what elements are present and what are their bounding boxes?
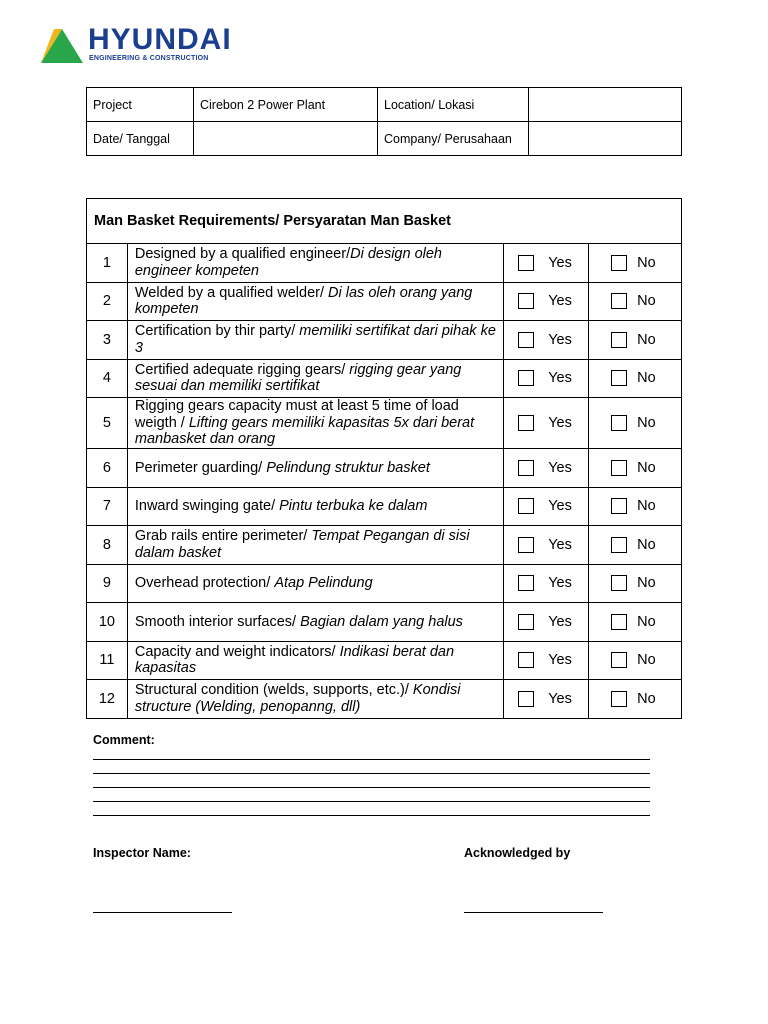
yes-label: Yes xyxy=(548,254,572,271)
requirement-row xyxy=(87,449,682,488)
yes-option[interactable] xyxy=(504,398,589,449)
requirement-row xyxy=(87,398,682,449)
requirement-text-id: Indikasi berat dan kapasitas xyxy=(134,643,455,677)
yes-label: Yes xyxy=(548,415,572,431)
yes-label: Yes xyxy=(548,331,572,348)
no-label: No xyxy=(637,652,656,669)
no-label: No xyxy=(637,370,656,387)
comment-line[interactable] xyxy=(93,815,650,816)
requirement-row xyxy=(87,244,682,283)
yes-label: Yes xyxy=(548,690,572,707)
no-label: No xyxy=(637,690,656,707)
no-label: No xyxy=(637,415,656,431)
no-label: No xyxy=(637,536,656,553)
yes-option[interactable] xyxy=(504,321,589,360)
yes-checkbox[interactable] xyxy=(518,255,534,271)
requirement-text-en: Inward swinging gate/ xyxy=(134,498,280,514)
yes-checkbox[interactable] xyxy=(518,537,534,553)
no-option[interactable] xyxy=(589,282,682,321)
requirement-row xyxy=(87,641,682,680)
yes-checkbox[interactable] xyxy=(518,332,534,348)
yes-option[interactable] xyxy=(504,641,589,680)
yes-label: Yes xyxy=(548,575,572,592)
requirement-row xyxy=(87,680,682,719)
no-checkbox[interactable] xyxy=(611,498,627,514)
no-checkbox[interactable] xyxy=(611,575,627,591)
requirement-number: 11 xyxy=(87,641,128,680)
requirement-text-en: Rigging gears capacity must at least 5 time of load weigth / xyxy=(134,398,459,431)
requirement-text-id: Tempat Pegangan di sisi dalam basket xyxy=(134,528,470,561)
requirement-text xyxy=(127,487,503,526)
requirement-text-id: Di design oleh engineer kompeten xyxy=(134,246,442,279)
requirement-text-en: Smooth interior surfaces/ xyxy=(134,613,301,630)
hyundai-logo xyxy=(40,23,240,66)
date-value[interactable] xyxy=(194,122,378,156)
comment-line[interactable] xyxy=(93,759,650,760)
inspector-signature-line[interactable] xyxy=(93,912,232,913)
no-label: No xyxy=(637,293,656,310)
no-option[interactable] xyxy=(589,680,682,719)
yes-option[interactable] xyxy=(504,244,589,283)
requirement-text xyxy=(127,359,503,398)
requirement-text xyxy=(127,282,503,321)
requirement-text xyxy=(127,641,503,680)
yes-label: Yes xyxy=(548,498,572,515)
requirements-table xyxy=(86,198,682,719)
yes-option[interactable] xyxy=(504,526,589,565)
requirement-number: 9 xyxy=(87,564,128,603)
project-value[interactable]: Cirebon 2 Power Plant xyxy=(194,88,378,122)
yes-checkbox[interactable] xyxy=(518,370,534,386)
no-option[interactable] xyxy=(589,641,682,680)
requirement-row xyxy=(87,526,682,565)
yes-label: Yes xyxy=(548,370,572,387)
requirement-text-en: Welded by a qualified welder/ xyxy=(134,284,329,301)
requirement-text-en: Grab rails entire perimeter/ xyxy=(134,528,312,545)
requirement-row xyxy=(87,603,682,642)
requirement-text-id: Bagian dalam yang halus xyxy=(300,613,463,630)
requirement-text-id: Atap Pelindung xyxy=(274,575,373,591)
no-checkbox[interactable] xyxy=(611,614,627,630)
requirement-text-en: Certified adequate rigging gears/ xyxy=(134,361,350,378)
requirement-row xyxy=(87,359,682,398)
no-option[interactable] xyxy=(589,487,682,526)
no-checkbox[interactable] xyxy=(611,537,627,553)
requirement-text-id: rigging gear yang sesuai dan memiliki sertifikat xyxy=(134,361,462,395)
requirement-text xyxy=(127,526,503,565)
yes-label: Yes xyxy=(548,613,572,630)
requirements-heading: Man Basket Requirements/ Persyaratan Man Basket xyxy=(87,199,682,244)
comment-line[interactable] xyxy=(93,773,650,774)
yes-option[interactable] xyxy=(504,487,589,526)
no-option[interactable] xyxy=(589,244,682,283)
no-option[interactable] xyxy=(589,449,682,488)
yes-checkbox[interactable] xyxy=(518,575,534,591)
yes-checkbox[interactable] xyxy=(518,460,534,476)
yes-label: Yes xyxy=(548,459,572,476)
requirement-number: 5 xyxy=(87,398,128,449)
yes-option[interactable] xyxy=(504,282,589,321)
no-label: No xyxy=(637,498,656,515)
yes-option[interactable] xyxy=(504,359,589,398)
requirement-text xyxy=(127,449,503,488)
requirement-text-id: Pintu terbuka ke dalam xyxy=(279,498,428,514)
no-label: No xyxy=(637,254,656,271)
yes-checkbox[interactable] xyxy=(518,415,534,431)
requirement-row xyxy=(87,564,682,603)
no-label: No xyxy=(637,331,656,348)
comment-label: Comment: xyxy=(93,733,155,747)
requirement-number: 1 xyxy=(87,244,128,283)
yes-checkbox[interactable] xyxy=(518,498,534,514)
requirement-row xyxy=(87,487,682,526)
date-label: Date/ Tanggal xyxy=(87,122,194,156)
requirement-number: 12 xyxy=(87,680,128,719)
requirement-row xyxy=(87,282,682,321)
requirement-number: 8 xyxy=(87,526,128,565)
logo-brand: HYUNDAI xyxy=(88,23,232,56)
no-option[interactable] xyxy=(589,321,682,360)
requirement-number: 4 xyxy=(87,359,128,398)
requirement-text xyxy=(127,398,503,449)
requirement-number: 10 xyxy=(87,603,128,642)
project-info-table xyxy=(86,87,682,156)
yes-option[interactable] xyxy=(504,564,589,603)
requirement-text-id: Lifting gears memiliki kapasitas 5x dari berat manbasket dan orang xyxy=(134,414,475,448)
no-option[interactable] xyxy=(589,359,682,398)
requirement-text-en: Designed by a qualified engineer/ xyxy=(134,246,351,263)
inspector-name-label: Inspector Name: xyxy=(93,846,191,860)
requirement-text-id: Di las oleh orang yang kompeten xyxy=(134,284,473,318)
no-checkbox[interactable] xyxy=(611,415,627,431)
no-checkbox[interactable] xyxy=(611,370,627,386)
requirement-row xyxy=(87,321,682,360)
yes-label: Yes xyxy=(548,652,572,669)
yes-checkbox[interactable] xyxy=(518,293,534,309)
requirement-text xyxy=(127,244,503,283)
requirement-number: 3 xyxy=(87,321,128,360)
no-checkbox[interactable] xyxy=(611,293,627,309)
requirement-text-id: Kondisi structure (Welding, penopanng, dll) xyxy=(134,682,461,715)
requirement-text xyxy=(127,564,503,603)
no-checkbox[interactable] xyxy=(611,652,627,668)
requirement-number: 7 xyxy=(87,487,128,526)
requirement-text xyxy=(127,603,503,642)
no-option[interactable] xyxy=(589,603,682,642)
requirement-text-en: Certification by thir party/ xyxy=(134,323,300,340)
yes-label: Yes xyxy=(548,293,572,310)
acknowledged-signature-line[interactable] xyxy=(464,912,603,913)
yes-label: Yes xyxy=(548,536,572,553)
company-label: Company/ Perusahaan xyxy=(378,122,529,156)
requirement-number: 6 xyxy=(87,449,128,488)
no-label: No xyxy=(637,575,656,592)
requirement-text-id: memiliki sertifikat dari pihak ke 3 xyxy=(134,323,496,356)
location-value[interactable] xyxy=(529,88,682,122)
requirement-text-en: Overhead protection/ xyxy=(134,575,275,591)
company-value[interactable] xyxy=(529,122,682,156)
yes-option[interactable] xyxy=(504,449,589,488)
yes-option[interactable] xyxy=(504,680,589,719)
no-option[interactable] xyxy=(589,564,682,603)
no-label: No xyxy=(637,459,656,476)
logo-subtitle: ENGINEERING & CONSTRUCTION xyxy=(89,55,209,62)
yes-checkbox[interactable] xyxy=(518,652,534,668)
requirement-text-en: Perimeter guarding/ xyxy=(134,459,267,476)
yes-checkbox[interactable] xyxy=(518,614,534,630)
yes-checkbox[interactable] xyxy=(518,691,534,707)
no-checkbox[interactable] xyxy=(611,332,627,348)
requirement-text-id: Pelindung struktur basket xyxy=(266,459,430,476)
requirement-text-en: Structural condition (welds, supports, etc.)/ xyxy=(134,682,413,699)
no-checkbox[interactable] xyxy=(611,255,627,271)
requirement-text xyxy=(127,321,503,360)
no-option[interactable] xyxy=(589,526,682,565)
yes-option[interactable] xyxy=(504,603,589,642)
comment-line[interactable] xyxy=(93,801,650,802)
logo-triangle-icon xyxy=(40,28,84,64)
no-checkbox[interactable] xyxy=(611,460,627,476)
no-label: No xyxy=(637,613,656,630)
requirement-number: 2 xyxy=(87,282,128,321)
requirement-text-en: Capacity and weight indicators/ xyxy=(134,643,340,660)
location-label: Location/ Lokasi xyxy=(378,88,529,122)
requirement-text xyxy=(127,680,503,719)
project-label: Project xyxy=(87,88,194,122)
no-checkbox[interactable] xyxy=(611,691,627,707)
no-option[interactable] xyxy=(589,398,682,449)
acknowledged-by-label: Acknowledged by xyxy=(464,846,571,860)
comment-line[interactable] xyxy=(93,787,650,788)
